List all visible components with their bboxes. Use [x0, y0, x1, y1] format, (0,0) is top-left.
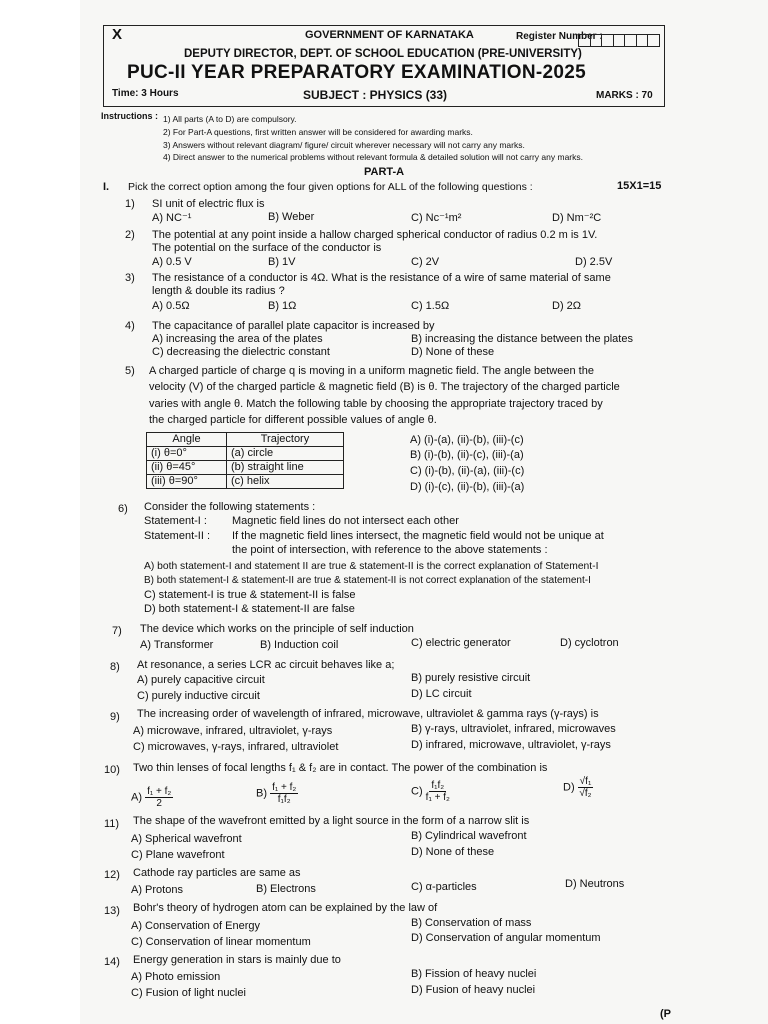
exam-title: PUC-II YEAR PREPARATORY EXAMINATION-2025	[127, 62, 586, 83]
numerator: f₁ + f₂	[147, 786, 172, 797]
fraction	[145, 786, 173, 809]
question-number: 8)	[110, 661, 120, 673]
question-text: Energy generation in stars is mainly due to	[133, 954, 341, 966]
instruction-item: 1) All parts (A to D) are compulsory.	[163, 114, 297, 124]
option-a: A) both statement-I and statement II are true & statement-II is the correct explanation of Statement-I	[144, 561, 599, 572]
instruction-item: 4) Direct answer to the numerical problems without relevant formula & detailed solution will not carry any marks.	[163, 152, 583, 162]
instruction-item: 2) For Part-A questions, first written answer will be considered for awarding marks.	[163, 127, 473, 137]
question-number: 4)	[125, 320, 135, 332]
table-cell: (i) θ=0°	[147, 447, 227, 461]
section-marks: 15X1=15	[617, 180, 662, 192]
option-d	[563, 776, 593, 799]
numerator: f₁f₂	[431, 780, 445, 791]
option-a: A) 0.5 V	[152, 256, 192, 268]
denominator: f₁f₂	[277, 794, 291, 805]
question-number: 6)	[118, 503, 128, 515]
question-number: 11)	[104, 818, 120, 830]
option-b: B) purely resistive circuit	[411, 672, 531, 684]
option-a: A) Spherical wavefront	[131, 833, 242, 845]
option-d: D) infrared, microwave, ultraviolet, γ-rays	[411, 739, 611, 751]
question-text: SI unit of electric flux is	[152, 198, 265, 210]
option-a: A) purely capacitive circuit	[137, 674, 265, 686]
option-a: A) Photo emission	[131, 971, 221, 983]
option-c: C) α-particles	[411, 881, 477, 893]
option-d: D) cyclotron	[560, 637, 619, 649]
option-c: C) decreasing the dielectric constant	[152, 346, 330, 358]
option-a: A) Transformer	[140, 639, 214, 651]
option-c: C) (i)-(b), (ii)-(a), (iii)-(c)	[410, 465, 525, 477]
question-text: At resonance, a series LCR ac circuit behaves like a;	[137, 659, 395, 671]
table-row	[147, 461, 344, 475]
option-b: B) Cylindrical wavefront	[411, 830, 527, 842]
subject-label: SUBJECT : PHYSICS (33)	[303, 88, 448, 102]
option-d: D) Nm⁻²C	[552, 212, 602, 224]
option-a: A) NC⁻¹	[152, 212, 192, 224]
option-a: A) 0.5Ω	[152, 300, 190, 312]
option-b: B) both statement-I & statement-II are true & statement-II is not correct explanation of the statement-I	[144, 575, 591, 586]
option-b: B) Fission of heavy nuclei	[411, 968, 537, 980]
register-number-boxes	[578, 34, 660, 47]
question-number: 9)	[110, 711, 120, 723]
denominator: √f₂	[579, 788, 592, 799]
option-c: C) 1.5Ω	[411, 300, 450, 312]
option-b: B) 1V	[268, 256, 296, 268]
table-cell: (a) circle	[226, 447, 343, 461]
option-d: D) (i)-(c), (ii)-(b), (iii)-(a)	[410, 481, 525, 493]
option-a: A) microwave, infrared, ultraviolet, γ-rays	[133, 725, 333, 737]
statement-2-text: If the magnetic field lines intersect, the magnetic field would not be unique at	[232, 530, 604, 542]
fraction	[578, 776, 594, 799]
statement-1-label: Statement-I :	[144, 515, 207, 527]
option-b: B) increasing the distance between the plates	[411, 333, 633, 345]
question-text: Bohr's theory of hydrogen atom can be explained by the law of	[133, 902, 438, 914]
option-b	[256, 782, 298, 805]
option-c: C) Plane wavefront	[131, 849, 225, 861]
question-text: The shape of the wavefront emitted by a light source in the form of a narrow slit is	[133, 815, 530, 827]
option-b: B) γ-rays, ultraviolet, infrared, microwaves	[411, 723, 616, 735]
question-number: 3)	[125, 272, 135, 284]
option-b: B) Induction coil	[260, 639, 339, 651]
option-a: A) Conservation of Energy	[131, 920, 261, 932]
option-d: D) both statement-I & statement-II are false	[144, 603, 355, 615]
question-number: 7)	[112, 625, 122, 637]
instruction-item: 3) Answers without relevant diagram/ figure/ circuit wherever necessary will not carry any marks.	[163, 140, 525, 150]
option-d: D) 2.5V	[575, 256, 613, 268]
option-b: B) Conservation of mass	[411, 917, 532, 929]
question-text: The capacitance of parallel plate capacitor is increased by	[152, 320, 435, 332]
option-c	[411, 780, 450, 803]
department-label: DEPUTY DIRECTOR, DEPT. OF SCHOOL EDUCATION (PRE-UNIVERSITY)	[184, 48, 582, 60]
option-b: B) 1Ω	[268, 300, 297, 312]
question-number: 14)	[104, 956, 120, 968]
option-d: D) Neutrons	[565, 878, 625, 890]
option-c: C) 2V	[411, 256, 440, 268]
table-cell: (c) helix	[226, 475, 343, 489]
question-number: 5)	[125, 365, 135, 377]
option-c: C) Fusion of light nuclei	[131, 987, 246, 999]
fraction	[270, 782, 298, 805]
question-text: The resistance of a conductor is 4Ω. What is the resistance of a wire of same material of same	[152, 272, 611, 284]
question-number: 2)	[125, 229, 135, 241]
question-text: A charged particle of charge q is moving in a uniform magnetic field. The angle between the	[149, 365, 594, 377]
question-number: 10)	[104, 764, 120, 776]
marks-label: MARKS : 70	[596, 90, 653, 101]
question-text: The device which works on the principle of self induction	[140, 623, 414, 635]
denominator: 2	[156, 798, 162, 809]
table-header-angle: Angle	[147, 433, 227, 447]
option-label: C)	[411, 785, 423, 798]
numerator: f₁ + f₂	[272, 782, 297, 793]
question-text: length & double its radius ?	[152, 285, 285, 297]
option-d: D) 2Ω	[552, 300, 582, 312]
question-number: 1)	[125, 198, 135, 210]
table-header-trajectory: Trajectory	[226, 433, 343, 447]
instructions-heading: Instructions :	[101, 111, 159, 121]
option-b: B) Electrons	[256, 883, 316, 895]
option-d: D) None of these	[411, 846, 495, 858]
question-text: velocity (V) of the charged particle & magnetic field (B) is θ. The trajectory of the charged particle	[149, 381, 620, 393]
question-text: The potential on the surface of the conductor is	[152, 242, 382, 254]
question-text: The increasing order of wavelength of infrared, microwave, ultraviolet & gamma rays (γ-rays) is	[137, 708, 599, 720]
question-text: Cathode ray particles are same as	[133, 867, 301, 879]
numerator: √f₁	[579, 776, 592, 787]
question-text: Two thin lenses of focal lengths f₁ & f₂ are in contact. The power of the combination is	[133, 762, 548, 774]
section-instruction: Pick the correct option among the four given options for ALL of the following questions :	[128, 181, 533, 193]
option-d: D) None of these	[411, 346, 495, 358]
statement-1-text: Magnetic field lines do not intersect each other	[232, 515, 459, 527]
option-d: D) Fusion of heavy nuclei	[411, 984, 536, 996]
table-cell: (iii) θ=90°	[147, 475, 227, 489]
page-edge-marker: (P	[660, 1008, 671, 1020]
option-c: C) statement-I is true & statement-II is false	[144, 589, 356, 601]
cross-mark: X	[112, 26, 123, 43]
option-label: A)	[131, 791, 142, 804]
option-a: A) Protons	[131, 884, 183, 896]
option-c: C) Conservation of linear momentum	[131, 936, 311, 948]
table-row	[147, 447, 344, 461]
fraction	[426, 780, 450, 803]
statement-2-text: the point of intersection, with reference to the above statements :	[232, 544, 548, 556]
denominator: f₁ + f₂	[425, 792, 450, 803]
match-table	[146, 432, 344, 489]
table-cell: (ii) θ=45°	[147, 461, 227, 475]
question-text: Consider the following statements :	[144, 501, 316, 513]
option-c: C) purely inductive circuit	[137, 690, 260, 702]
option-d: D) Conservation of angular momentum	[411, 932, 601, 944]
option-a	[131, 786, 173, 809]
table-cell: (b) straight line	[226, 461, 343, 475]
register-label: Register Number :	[516, 31, 603, 42]
option-c: C) electric generator	[411, 637, 511, 649]
question-number: 12)	[104, 869, 120, 881]
statement-2-label: Statement-II :	[144, 530, 211, 542]
option-label: B)	[256, 787, 267, 800]
option-b: B) Weber	[268, 211, 315, 223]
part-a-title: PART-A	[364, 166, 405, 178]
option-label: D)	[563, 781, 575, 794]
question-text: the charged particle for different possible values of angle θ.	[149, 414, 437, 426]
table-row	[147, 475, 344, 489]
option-a: A) increasing the area of the plates	[152, 333, 323, 345]
question-text: The potential at any point inside a hallow charged spherical conductor of radius 0.2 m is 1V.	[152, 229, 598, 241]
option-c: C) microwaves, γ-rays, infrared, ultraviolet	[133, 741, 339, 753]
option-a: A) (i)-(a), (ii)-(b), (iii)-(c)	[410, 434, 524, 446]
time-label: Time: 3 Hours	[112, 88, 179, 99]
question-text: varies with angle θ. Match the following table by choosing the appropriate trajectory traced by	[149, 398, 603, 410]
option-c: C) Nc⁻¹m²	[411, 212, 462, 224]
option-b: B) (i)-(b), (ii)-(c), (iii)-(a)	[410, 449, 524, 461]
question-number: 13)	[104, 905, 120, 917]
option-d: D) LC circuit	[411, 688, 472, 700]
section-number: I.	[103, 181, 110, 193]
government-label: GOVERNMENT OF KARNATAKA	[305, 29, 474, 41]
